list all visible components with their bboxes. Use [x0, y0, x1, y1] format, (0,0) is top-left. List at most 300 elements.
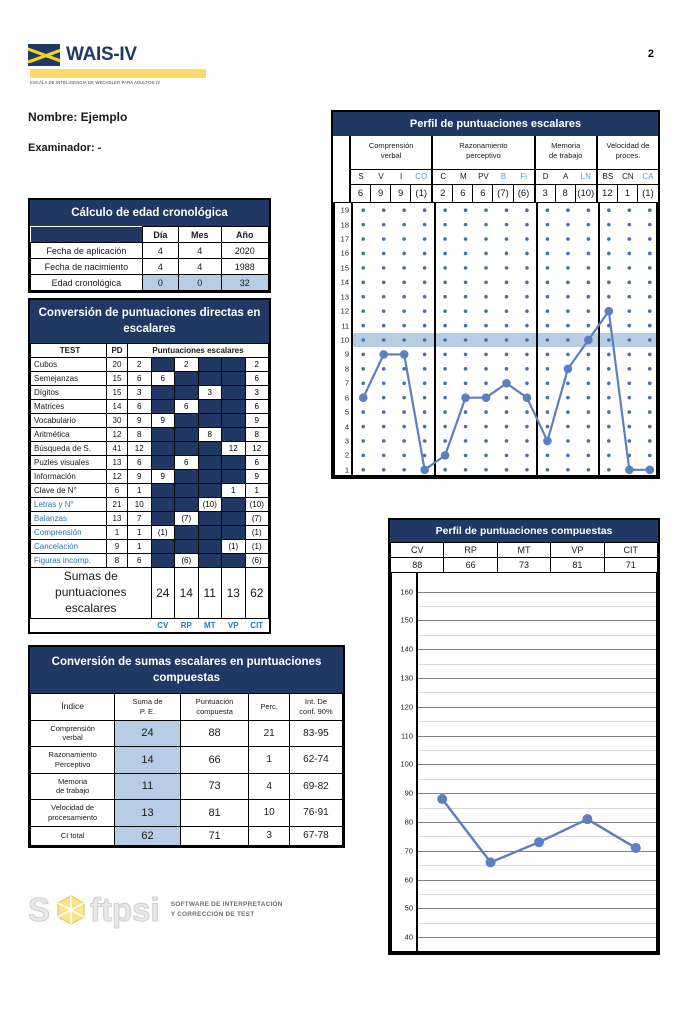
- conversion-scaled-cell: (1): [245, 526, 269, 540]
- conversion-scaled-cell: [151, 554, 175, 568]
- index-key-cv: CV: [157, 621, 169, 631]
- sum-value: 11: [198, 568, 222, 619]
- table-row: [31, 275, 269, 291]
- conversion-pd-value: 13: [107, 456, 128, 470]
- hexagon-icon: [57, 895, 85, 925]
- table-row: [31, 372, 269, 386]
- scaled-profile-dot-grid: [335, 203, 660, 477]
- conversion-scaled-cell: [198, 470, 222, 484]
- conversion-scaled-cell: 7: [128, 512, 152, 526]
- conversion-scaled-cell: 3: [198, 386, 222, 400]
- data-point-b: [502, 379, 511, 388]
- composite-sum-pe: 24: [115, 720, 181, 747]
- data-point-fi: [523, 393, 532, 402]
- scaled-profile-plot: [333, 203, 658, 477]
- composite-index-value-mt: 73: [497, 558, 550, 573]
- subtest-group-2: [431, 136, 533, 202]
- subtest-abbr-co: CO: [411, 170, 431, 185]
- composite-score: 88: [180, 720, 249, 747]
- composite-percentile: 10: [249, 800, 290, 827]
- y-axis-tick-label: 120: [400, 702, 413, 712]
- y-axis-tick-label: 17: [340, 234, 349, 244]
- conversion-scaled-cell: [175, 372, 199, 386]
- conversion-test-name: Puzles visuales: [31, 456, 107, 470]
- conversion-scaled-cell: [151, 428, 175, 442]
- subtest-score-i: 9: [391, 185, 411, 202]
- composite-confidence-interval: 83-95: [289, 720, 342, 747]
- subtest-score-pv: 6: [473, 185, 493, 202]
- conversion-scaled-cell: [222, 386, 246, 400]
- table-header-row: [31, 344, 269, 358]
- conversion-pd-value: 8: [107, 554, 128, 568]
- conversion-scaled-cell: [175, 540, 199, 554]
- conversion-scaled-cell: [175, 442, 199, 456]
- conversion-pd-value: 15: [107, 386, 128, 400]
- key-row-spacer: [31, 618, 152, 632]
- conversion-pd-value: 41: [107, 442, 128, 456]
- conversion-scaled-cell: (1): [151, 526, 175, 540]
- conversion-scaled-cell: 12: [245, 442, 269, 456]
- age-header-anio: Año: [221, 227, 268, 243]
- conversion-scaled-cell: 9: [128, 414, 152, 428]
- table-row: [31, 386, 269, 400]
- y-axis-tick-label: 160: [400, 587, 413, 597]
- conversion-scaled-cell: [222, 470, 246, 484]
- composite-index-value-cit: 71: [604, 558, 657, 573]
- subtest-column-bs: [598, 170, 618, 202]
- data-point-s: [359, 393, 368, 402]
- subtest-score-cn: 1: [618, 185, 638, 202]
- composite-index-label: CI total: [31, 826, 115, 845]
- y-axis-tick-label: 4: [344, 422, 349, 432]
- data-point-cit: [631, 843, 641, 853]
- conversion-test-name: Letras y N°: [31, 498, 107, 512]
- conversion-pd-value: 12: [107, 428, 128, 442]
- age-table-grid: [30, 226, 269, 291]
- subtest-abbr-s: S: [351, 170, 371, 185]
- data-point-cn: [625, 465, 634, 474]
- subtest-column-b: [493, 170, 513, 202]
- conversion-scaled-cell: 6: [151, 372, 175, 386]
- data-point-rp: [486, 857, 496, 867]
- conversion-scaled-cell: [175, 470, 199, 484]
- data-point-ca: [645, 465, 654, 474]
- table-row: [31, 568, 269, 619]
- conversion-scaled-cell: 3: [128, 386, 152, 400]
- age-cell-anio: 2020: [221, 243, 268, 259]
- conversion-scaled-cell: 9: [245, 470, 269, 484]
- conversion-scaled-cell: 12: [222, 442, 246, 456]
- subtest-score-v: 9: [371, 185, 391, 202]
- subtest-column-d: [536, 170, 556, 202]
- conversion-scaled-cell: (10): [245, 498, 269, 512]
- raw-to-scaled-conversion-table: [28, 298, 271, 634]
- composite-sum-pe: 62: [115, 826, 181, 845]
- composite-index-value-cv: 88: [391, 558, 444, 573]
- table-header-row: [391, 543, 658, 558]
- table-header-row: [31, 694, 343, 721]
- scaled-profile-title: Perfil de puntuaciones escalares: [333, 112, 658, 136]
- conversion-pd-value: 15: [107, 372, 128, 386]
- age-cell-mes: 0: [178, 275, 221, 291]
- conversion-scaled-cell: [222, 414, 246, 428]
- group-name: Memoria de trabajo: [536, 136, 596, 170]
- conversion-scaled-cell: 1: [128, 526, 152, 540]
- subtest-abbr-bs: BS: [598, 170, 618, 185]
- conversion-scaled-cell: [198, 442, 222, 456]
- composite-percentile: 1: [249, 747, 290, 774]
- composite-score: 71: [180, 826, 249, 845]
- composite-profile-title: Perfil de puntuaciones compuestas: [390, 520, 658, 542]
- sum-row-label: Sumas de puntuaciones escalares: [31, 568, 152, 619]
- conversion-scaled-cell: 9: [245, 414, 269, 428]
- conversion-scaled-cell: 9: [128, 470, 152, 484]
- conversion-scaled-cell: 6: [128, 372, 152, 386]
- conversion-pd-value: 1: [107, 526, 128, 540]
- subtest-column-ca: [638, 170, 658, 202]
- age-row-label: Fecha de aplicación: [31, 243, 143, 259]
- col-header-escalares: Puntuaciones escalares: [128, 344, 269, 358]
- subtest-abbr-a: A: [556, 170, 576, 185]
- conversion-scaled-cell: [198, 372, 222, 386]
- data-point-d: [543, 437, 552, 446]
- conversion-table-grid: [30, 343, 269, 632]
- composite-index-header-vp: VP: [551, 543, 604, 558]
- subtest-abbr-d: D: [536, 170, 556, 185]
- table-header-row: [31, 227, 269, 243]
- subtest-abbr-pv: PV: [473, 170, 493, 185]
- conversion-scaled-cell: 8: [198, 428, 222, 442]
- composite-col-header: Int. De conf. 90%: [289, 694, 342, 721]
- conversion-test-name: Matrices: [31, 400, 107, 414]
- conversion-test-name: Vocabulario: [31, 414, 107, 428]
- y-axis-tick-label: 14: [340, 277, 349, 287]
- subtest-column-m: [453, 170, 473, 202]
- subtest-abbr-b: B: [493, 170, 513, 185]
- table-row: [31, 512, 269, 526]
- composite-confidence-interval: 76-91: [289, 800, 342, 827]
- composite-col-header: Perc.: [249, 694, 290, 721]
- conversion-scaled-cell: 9: [151, 414, 175, 428]
- age-cell-mes: 4: [178, 243, 221, 259]
- conversion-test-name: Dígitos: [31, 386, 107, 400]
- subtest-column-a: [556, 170, 576, 202]
- wais-logo-mark: [28, 44, 60, 66]
- conversion-test-name: Figuras incomp.: [31, 554, 107, 568]
- data-point-a: [564, 365, 573, 374]
- table-row: [31, 747, 343, 774]
- conversion-test-name: Semejanzas: [31, 372, 107, 386]
- subtest-score-a: 8: [556, 185, 576, 202]
- table-row: [31, 826, 343, 845]
- composite-percentile: 21: [249, 720, 290, 747]
- subtest-score-bs: 12: [598, 185, 618, 202]
- conversion-scaled-cell: [222, 554, 246, 568]
- data-point-c: [441, 451, 450, 460]
- index-key-mt: MT: [203, 621, 216, 631]
- table-row: [31, 618, 269, 632]
- subtest-score-d: 3: [536, 185, 556, 202]
- conversion-scaled-cell: 9: [151, 470, 175, 484]
- conversion-scaled-cell: [175, 428, 199, 442]
- softpsi-letter-s: S: [28, 891, 51, 928]
- table-row: [31, 259, 269, 275]
- conversion-scaled-cell: 10: [128, 498, 152, 512]
- conversion-scaled-cell: [222, 358, 246, 372]
- sum-value: 62: [245, 568, 269, 619]
- table-row: [31, 456, 269, 470]
- conversion-scaled-cell: [198, 526, 222, 540]
- subtest-score-c: 2: [433, 185, 453, 202]
- y-axis-tick-label: 11: [341, 321, 349, 331]
- y-axis-tick-label: 9: [344, 349, 349, 359]
- conversion-scaled-cell: [151, 386, 175, 400]
- composite-profile-header-table: [390, 542, 658, 573]
- softpsi-letters-ftpsi: ftpsi: [90, 891, 160, 928]
- table-row: [31, 484, 269, 498]
- composite-col-header: Puntuación compuesta: [180, 694, 249, 721]
- index-key-rp: RP: [180, 621, 192, 631]
- age-cell-anio: 32: [221, 275, 268, 291]
- index-key-vp: VP: [227, 621, 239, 631]
- conversion-scaled-cell: (7): [175, 512, 199, 526]
- composite-index-label: Comprensión verbal: [31, 720, 115, 747]
- conversion-scaled-cell: [198, 512, 222, 526]
- conversion-test-name: Cubos: [31, 358, 107, 372]
- age-header-mes: Mes: [178, 227, 221, 243]
- data-point-ln: [584, 336, 593, 345]
- table-row: [31, 540, 269, 554]
- conversion-scaled-cell: 6: [245, 400, 269, 414]
- softpsi-logo: [28, 893, 283, 926]
- conversion-scaled-cell: [151, 512, 175, 526]
- age-table-title: Cálculo de edad cronológica: [30, 200, 269, 226]
- conversion-scaled-cell: [175, 498, 199, 512]
- conversion-scaled-cell: 6: [128, 456, 152, 470]
- y-axis-tick-label: 70: [404, 846, 413, 856]
- conversion-scaled-cell: [198, 540, 222, 554]
- table-row: [391, 558, 658, 573]
- wais-logo-bar: [30, 69, 206, 78]
- composite-confidence-interval: 69-82: [289, 773, 342, 800]
- composite-score: 73: [180, 773, 249, 800]
- data-point-v: [379, 350, 388, 359]
- conversion-scaled-cell: [175, 484, 199, 498]
- composite-score: 81: [180, 800, 249, 827]
- y-axis-tick-label: 5: [344, 407, 349, 417]
- conversion-scaled-cell: 1: [222, 484, 246, 498]
- y-axis-tick-label: 40: [404, 932, 413, 942]
- conversion-scaled-cell: [222, 400, 246, 414]
- conversion-pd-value: 13: [107, 512, 128, 526]
- wais-logo-subtitle: ESCALA DE INTELIGENCIA DE WECHSLER PARA ADULTOS IV: [30, 80, 161, 85]
- wais-logo: [28, 44, 218, 85]
- scaled-to-composite-conversion-table: [28, 645, 345, 848]
- age-cell-mes: 4: [178, 259, 221, 275]
- conversion-scaled-cell: [222, 428, 246, 442]
- conversion-scaled-cell: [198, 400, 222, 414]
- subtest-abbr-c: C: [433, 170, 453, 185]
- data-point-i: [400, 350, 409, 359]
- conversion-scaled-cell: [222, 498, 246, 512]
- conversion-test-name: Aritmética: [31, 428, 107, 442]
- group-name: Velocidad de proces.: [598, 136, 658, 170]
- conversion-scaled-cell: 8: [128, 428, 152, 442]
- field-nombre: Nombre: Ejemplo: [28, 110, 128, 124]
- subtest-group-1: [351, 136, 431, 202]
- conversion-scaled-cell: [175, 414, 199, 428]
- y-axis-tick-label: 90: [404, 788, 413, 798]
- conversion-scaled-cell: 8: [245, 428, 269, 442]
- composite-col-header: Índice: [31, 694, 115, 721]
- conversion-table-title: Conversión de puntuaciones directas en escalares: [30, 300, 269, 343]
- conversion-scaled-cell: 6: [245, 456, 269, 470]
- y-axis-tick-label: 6: [344, 393, 349, 403]
- conversion-pd-value: 14: [107, 400, 128, 414]
- table-row: [31, 358, 269, 372]
- subtest-group-4: [596, 136, 658, 202]
- conversion-test-name: Balanzas: [31, 512, 107, 526]
- composite-percentile: 3: [249, 826, 290, 845]
- age-cell-dia: 4: [142, 259, 178, 275]
- conversion-scaled-cell: [222, 512, 246, 526]
- subtest-group-3: [534, 136, 596, 202]
- subtest-column-pv: [473, 170, 493, 202]
- subtest-score-ca: (1): [642, 188, 654, 199]
- age-cell-anio: 1988: [221, 259, 268, 275]
- subtest-score-m: 6: [453, 185, 473, 202]
- conversion-scaled-cell: [222, 372, 246, 386]
- composite-line-path: [442, 799, 636, 862]
- conversion-scaled-cell: [151, 400, 175, 414]
- conversion-scaled-cell: 2: [128, 358, 152, 372]
- y-axis-tick-label: 10: [340, 335, 349, 345]
- field-examinador: Examinador: -: [28, 142, 102, 154]
- conversion-scaled-cell: 1: [128, 540, 152, 554]
- conversion-scaled-cell: [151, 442, 175, 456]
- composite-table-title: Conversión de sumas escalares en puntuaciones compuestas: [30, 647, 343, 693]
- age-row-label: Edad cronológica: [31, 275, 143, 291]
- subtest-score-ln: (10): [577, 188, 595, 199]
- subtest-score-co: (1): [415, 188, 428, 199]
- composite-index-header-cit: CIT: [604, 543, 657, 558]
- y-axis-tick-label: 50: [404, 903, 413, 913]
- age-cell-dia: 4: [142, 243, 178, 259]
- conversion-scaled-cell: 2: [175, 358, 199, 372]
- conversion-scaled-cell: 12: [128, 442, 152, 456]
- y-axis-tick-label: 140: [400, 644, 413, 654]
- conversion-scaled-cell: [151, 498, 175, 512]
- conversion-scaled-cell: (1): [222, 540, 246, 554]
- table-row: [31, 442, 269, 456]
- composite-index-value-vp: 81: [551, 558, 604, 573]
- composite-confidence-interval: 62-74: [289, 747, 342, 774]
- group-name: Razonamiento perceptivo: [433, 136, 533, 170]
- index-key-cit: CIT: [250, 621, 264, 631]
- y-axis-tick-label: 150: [400, 615, 413, 625]
- conversion-test-name: Información: [31, 470, 107, 484]
- subtest-abbr-ca: CA: [638, 170, 658, 185]
- composite-sum-pe: 11: [115, 773, 181, 800]
- age-calculation-table: [28, 198, 271, 293]
- conversion-scaled-cell: 6: [245, 372, 269, 386]
- subtest-abbr-fi: Fi: [514, 170, 534, 185]
- conversion-scaled-cell: [151, 540, 175, 554]
- sum-value: 13: [222, 568, 246, 619]
- table-row: [31, 554, 269, 568]
- profile-line-segment-4: [609, 311, 650, 470]
- conversion-pd-value: 30: [107, 414, 128, 428]
- table-row: [31, 243, 269, 259]
- table-row: [31, 720, 343, 747]
- conversion-scaled-cell: [198, 484, 222, 498]
- subtest-score-b: (7): [493, 185, 513, 202]
- conversion-scaled-cell: 1: [128, 484, 152, 498]
- subtest-abbr-cn: CN: [618, 170, 638, 185]
- y-axis-tick-label: 3: [344, 436, 349, 446]
- page-number: 2: [647, 48, 654, 60]
- composite-profile-plot: [390, 573, 658, 953]
- conversion-scaled-cell: [151, 484, 175, 498]
- conversion-scaled-cell: 3: [245, 386, 269, 400]
- conversion-test-name: Búsqueda de S.: [31, 442, 107, 456]
- conversion-scaled-cell: [151, 358, 175, 372]
- composite-index-value-rp: 66: [444, 558, 497, 573]
- y-axis-tick-label: 110: [401, 731, 413, 741]
- subtest-column-fi: [514, 170, 534, 202]
- composite-index-header-mt: MT: [497, 543, 550, 558]
- y-axis-tick-label: 80: [404, 817, 413, 827]
- composite-index-label: Razonamiento Perceptivo: [31, 747, 115, 774]
- conversion-scaled-cell: [175, 386, 199, 400]
- conversion-scaled-cell: 2: [245, 358, 269, 372]
- conversion-scaled-cell: (7): [245, 512, 269, 526]
- subtest-column-i: [391, 170, 411, 202]
- conversion-scaled-cell: 6: [175, 456, 199, 470]
- conversion-pd-value: 20: [107, 358, 128, 372]
- subtest-column-s: [351, 170, 371, 202]
- y-axis-tick-label: 8: [344, 364, 349, 374]
- conversion-scaled-cell: (10): [198, 498, 222, 512]
- scaled-profile-corner: [333, 136, 351, 202]
- conversion-pd-value: 6: [107, 484, 128, 498]
- data-point-co: [420, 465, 429, 474]
- table-row: [31, 800, 343, 827]
- conversion-test-name: Clave de N°: [31, 484, 107, 498]
- data-point-m: [461, 393, 470, 402]
- col-header-test: TEST: [31, 344, 107, 358]
- conversion-scaled-cell: [198, 456, 222, 470]
- scaled-score-profile-chart: [331, 110, 660, 479]
- y-axis-tick-label: 1: [344, 465, 349, 475]
- composite-confidence-interval: 67-78: [289, 826, 342, 845]
- y-axis-tick-label: 19: [340, 205, 349, 215]
- conversion-pd-value: 21: [107, 498, 128, 512]
- profile-line-connector-3: [588, 311, 608, 340]
- y-axis-tick-label: 100: [400, 759, 413, 769]
- age-header-blank: [31, 227, 143, 243]
- conversion-test-name: Comprensión: [31, 526, 107, 540]
- subtest-abbr-i: I: [391, 170, 411, 185]
- conversion-scaled-cell: [198, 554, 222, 568]
- subtest-abbr-v: V: [371, 170, 391, 185]
- data-point-pv: [482, 393, 491, 402]
- conversion-pd-value: 9: [107, 540, 128, 554]
- softpsi-tagline-line1: SOFTWARE DE INTERPRETACIÓN: [170, 900, 283, 908]
- data-point-bs: [605, 307, 614, 316]
- y-axis-tick-label: 15: [340, 263, 349, 273]
- composite-index-header-cv: CV: [391, 543, 444, 558]
